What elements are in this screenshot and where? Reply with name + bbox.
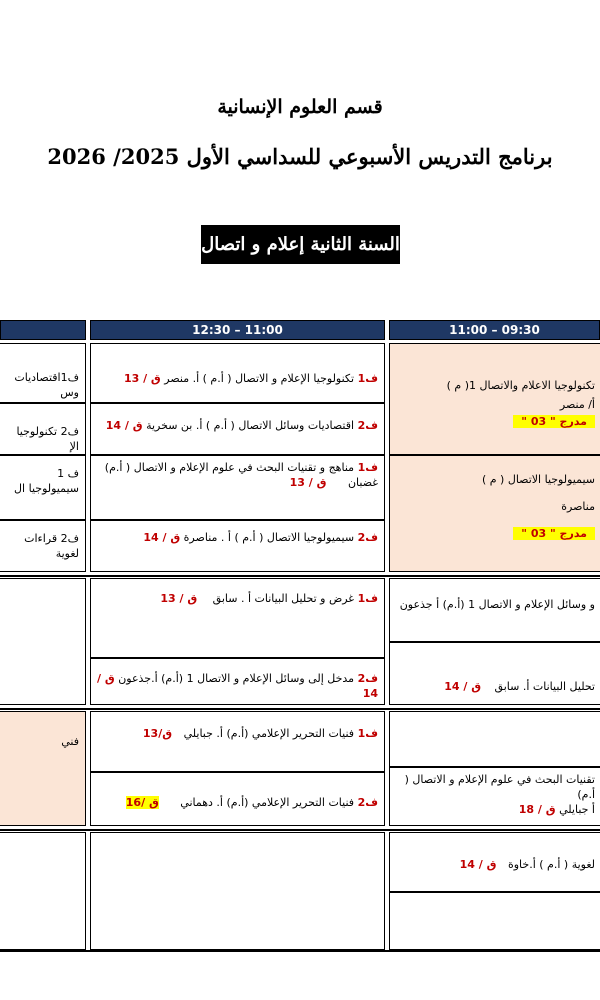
lecture-room: مدرج " 03 ": [513, 527, 595, 540]
room-label: ق / 13: [160, 592, 198, 605]
room-label: ق / 14: [105, 419, 143, 432]
cell-r3-right-b: [389, 642, 600, 705]
cell-r1-left-a: [0, 343, 86, 403]
group-label: ف2: [357, 419, 378, 432]
room-label: ق /16: [125, 796, 159, 809]
column-header-mid: 12:30 – 11:00: [90, 320, 385, 340]
room-label: ق / 14: [459, 858, 497, 871]
group-label: ف1: [357, 592, 378, 605]
cell-r5-mid: [90, 832, 385, 950]
group-label: ف1: [357, 372, 378, 385]
teacher-text: غضبان: [347, 475, 378, 489]
room-label: ق/13: [142, 727, 173, 740]
room-label: ق / 14: [143, 531, 181, 544]
cell-text: ف2 تكنولوجيا الإ: [16, 425, 79, 453]
column-header-right: 11:00 – 09:30: [389, 320, 600, 340]
cell-r2-left-a: [0, 455, 86, 520]
day-separator: [0, 575, 600, 577]
course-text: و وسائل الإعلام و الاتصال 1 (أ.م) أ جذعون: [399, 598, 595, 611]
course-text: تكنولوجيا الإعلام و الاتصال ( أ.م ) أ. منصر: [164, 372, 355, 385]
group-label: ف1: [357, 461, 378, 474]
course-text: سيميولوجيا الاتصال ( أ.م ) أ . مناصرة: [183, 531, 355, 544]
cell-r1-mid-b: [90, 403, 385, 455]
cell-r5-right-b: [389, 892, 600, 950]
course-text: مناهج و تقنيات البحث في علوم الإعلام و الاتصال ( أ.م): [104, 461, 355, 474]
year-title: السنة الثانية إعلام و اتصال: [201, 225, 400, 264]
course-text: لغوية ( أ.م ) أ.خاوة: [507, 858, 595, 871]
lecture-title: سيميولوجيا الاتصال ( م ): [481, 473, 595, 486]
day-separator: [0, 708, 600, 710]
cell-r5-left: [0, 832, 86, 950]
room-label: ق / 13: [289, 475, 327, 489]
cell-text: فني: [61, 735, 79, 748]
cell-r1-mid-a: [90, 343, 385, 403]
group-label: ف2: [357, 531, 378, 544]
room-label: ق / 18: [518, 802, 556, 816]
cell-r4-mid-b: [90, 772, 385, 826]
lecture-room: مدرج " 03 ": [513, 415, 595, 428]
cell-r4-left: [0, 711, 86, 826]
day-separator: [0, 829, 600, 831]
group-label: ف2: [357, 796, 378, 809]
cell-text: ف 1 سيميولوجيا ال: [14, 467, 79, 495]
teacher-text: أ جبايلي: [559, 802, 595, 816]
course-text: مدخل إلى وسائل الإعلام و الاتصال 1 (أ.م) أ.جذعون: [118, 672, 355, 685]
cell-r1-left-b: [0, 403, 86, 455]
column-header-left: [0, 320, 86, 340]
course-text: غرض و تحليل البيانات أ . سابق: [212, 592, 355, 605]
course-text: فنيات التحرير الإعلامي (أ.م) أ. جبايلي: [183, 727, 355, 740]
cell-r4-right-b: [389, 767, 600, 826]
cell-text: ف2 قراءات لغوية: [24, 532, 79, 560]
room-label: ق / 14: [444, 680, 482, 693]
group-label: ف2: [357, 672, 378, 685]
room-label: ق / 14: [97, 672, 378, 700]
course-text: اقتصاديات وسائل الاتصال ( أ.م ) أ. بن سخرية: [146, 419, 355, 432]
cell-r3-left: [0, 578, 86, 705]
cell-r2-mid-a: [90, 455, 385, 520]
lecture-title: تكنولوجيا الاعلام والاتصال 1( م ): [446, 379, 595, 392]
cell-text: ف1اقتصاديات وس: [14, 371, 79, 399]
room-label: ق / 13: [123, 372, 161, 385]
cell-r2-left-b: [0, 520, 86, 572]
course-text: تحليل البيانات أ. سابق: [494, 680, 595, 693]
cell-r3-mid-b: [90, 658, 385, 705]
lecture-teacher: مناصرة: [561, 499, 595, 513]
course-text: تقنيات البحث في علوم الإعلام و الاتصال ( أ.م): [404, 773, 595, 801]
cell-r4-mid-a: [90, 711, 385, 772]
course-text: فنيات التحرير الإعلامي (أ.م) أ. دهماني: [180, 796, 355, 809]
group-label: ف1: [357, 727, 378, 740]
cell-r2-right-lecture: [389, 455, 600, 572]
cell-r3-mid-a: [90, 578, 385, 658]
department-title: قسم العلوم الإنسانية: [217, 96, 383, 118]
cell-r4-right-a: [389, 711, 600, 767]
cell-r3-right-a: [389, 578, 600, 642]
cell-r1-right-lecture: [389, 343, 600, 455]
cell-r5-right-a: [389, 832, 600, 892]
cell-r2-mid-b: [90, 520, 385, 572]
table-bottom-border: [0, 950, 600, 952]
lecture-teacher: أ/ منصر: [559, 397, 595, 411]
program-title: برنامج التدريس الأسبوعي للسداسي الأول 2025/ 2026: [47, 144, 553, 169]
